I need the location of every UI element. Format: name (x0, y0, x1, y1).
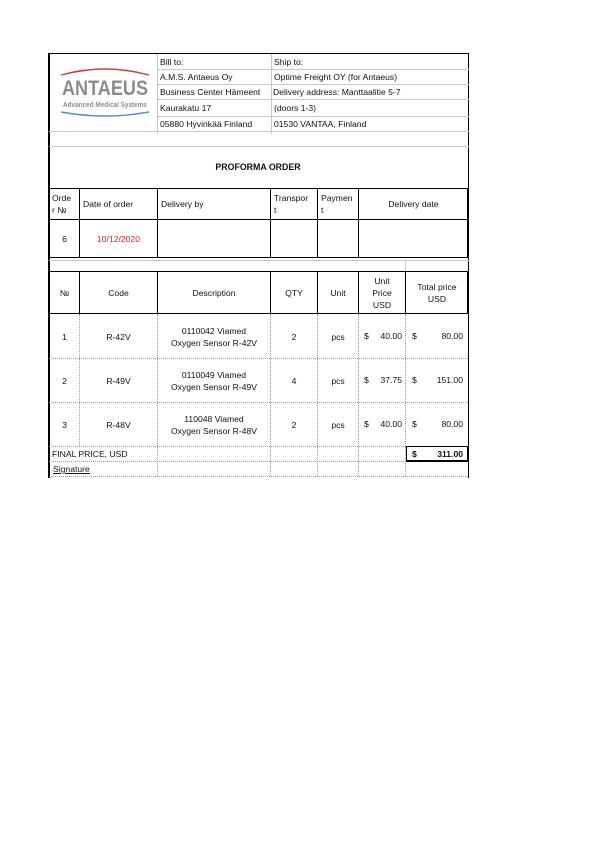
col-total-header (406, 272, 468, 314)
item-qty: 2 (291, 419, 297, 430)
grid-line (157, 54, 158, 134)
final-total-box (406, 446, 468, 462)
grid-line (49, 131, 469, 132)
grid-line (157, 116, 469, 117)
ship-to-line: Delivery address: Manttaalitie 5-7 (273, 87, 401, 97)
item-unit-price-currency: $ (364, 331, 369, 341)
col-no-header: № (59, 288, 70, 298)
order-no-header-line: Orde (52, 193, 72, 203)
item-qty: 2 (291, 331, 297, 342)
total-header-line: Total price (417, 282, 457, 292)
svg-text:Advanced Medical Systems: Advanced Medical Systems (63, 102, 148, 109)
item-total: 80.00 (441, 331, 463, 341)
item-total: 151.00 (436, 375, 463, 385)
signature-label: Signature (53, 464, 90, 474)
order-no-header-line: r № (52, 205, 67, 215)
delivery-by-header (158, 189, 273, 219)
item-qty: 4 (291, 375, 297, 386)
order-no-header (50, 189, 81, 219)
svg-text:ANTAEUS: ANTAEUS (62, 77, 148, 100)
payment-value (318, 220, 358, 257)
item-unit-price-currency: $ (364, 419, 369, 429)
delivery-date-header (359, 189, 468, 219)
item-unit-price: 37.75 (380, 375, 402, 385)
item-no: 2 (62, 375, 67, 386)
item-total-currency: $ (412, 331, 417, 341)
ship-to-label: Ship to: (274, 57, 304, 67)
grid-line (157, 99, 469, 100)
item-description (158, 315, 270, 358)
col-description-header: Description (192, 288, 236, 298)
date-header-label: Date of order (83, 199, 134, 209)
col-unit-price-header (359, 272, 405, 314)
item-description-line: 110048 Viamed (184, 413, 244, 424)
grid-line (157, 69, 469, 70)
item-unit-price: 40.00 (380, 331, 402, 341)
unit-price-header-line: Price (372, 288, 392, 298)
grid-line (49, 146, 469, 147)
col-qty-header: QTY (285, 288, 303, 298)
bill-to-line: A.M.S. Antaeus Oy (160, 72, 233, 82)
item-description-line: Oxygen Sensor R-48V (171, 425, 257, 436)
bill-to-line: Business Center Hämeent (160, 87, 261, 97)
item-unit: pcs (331, 331, 345, 342)
row-divider (49, 476, 468, 477)
bill-to-line: Kaurakatu 17 (160, 103, 212, 113)
item-description (158, 359, 270, 402)
item-description-line: 0110042 Viamed (181, 325, 247, 336)
transport-header-line: Transpor (274, 193, 309, 203)
order-date-value: 10/12/2020 (96, 233, 140, 244)
item-unit-price-currency: $ (364, 375, 369, 385)
item-code: R-48V (106, 419, 131, 430)
delivery-date-header-label: Delivery date (388, 199, 439, 209)
col-unit-header: Unit (330, 288, 346, 298)
col-code-header: Code (108, 288, 129, 298)
order-no-value: 6 (62, 233, 67, 244)
item-code: R-49V (106, 375, 131, 386)
unit-price-header-line: Unit (374, 276, 390, 286)
grid-line (271, 54, 272, 134)
payment-header-line: Paymen (321, 193, 353, 203)
item-description-line: 0110049 Viamed (181, 369, 247, 380)
item-total-currency: $ (412, 419, 417, 429)
item-unit: pcs (331, 375, 345, 386)
grid-line (49, 260, 469, 261)
transport-header-line: t (274, 205, 277, 215)
delivery-by-value (158, 220, 270, 257)
total-header-line: USD (427, 294, 447, 304)
grid-line (405, 260, 406, 271)
final-price-label: FINAL PRICE, USD (52, 449, 128, 459)
item-unit: pcs (331, 419, 345, 430)
logo-graphic (57, 65, 153, 119)
delivery-date-value (359, 220, 468, 257)
item-total: 80.00 (441, 419, 463, 429)
transport-value (271, 220, 317, 257)
item-total-currency: $ (412, 375, 417, 385)
delivery-by-header-label: Delivery by (161, 199, 204, 209)
final-price-total: 311.00 (437, 449, 463, 459)
ship-to-line: Optime Freight OY (for Antaeus) (274, 72, 398, 82)
antaeus-logo (57, 65, 153, 119)
item-unit-price: 40.00 (380, 419, 402, 429)
bill-to-line: 05880 Hyvinkää Finland (160, 119, 253, 129)
item-code: R-42V (106, 331, 131, 342)
item-no: 1 (62, 331, 67, 342)
bill-to-label: Bill to: (160, 57, 184, 67)
page-title: PROFORMA ORDER (215, 162, 301, 172)
ship-to-line: (doors 1-3) (274, 103, 317, 113)
date-header (80, 189, 160, 219)
transport-header (271, 189, 320, 219)
item-description-line: Oxygen Sensor R-42V (171, 337, 257, 348)
payment-header-line: t (321, 205, 324, 215)
item-description (158, 403, 270, 446)
payment-header (318, 189, 361, 219)
unit-price-header-line: USD (372, 300, 392, 310)
item-no: 3 (62, 419, 67, 430)
final-price-currency: $ (412, 449, 417, 459)
grid-line (157, 84, 469, 85)
item-description-line: Oxygen Sensor R-49V (171, 381, 257, 392)
ship-to-line: 01530 VANTAA, Finland (274, 119, 367, 129)
